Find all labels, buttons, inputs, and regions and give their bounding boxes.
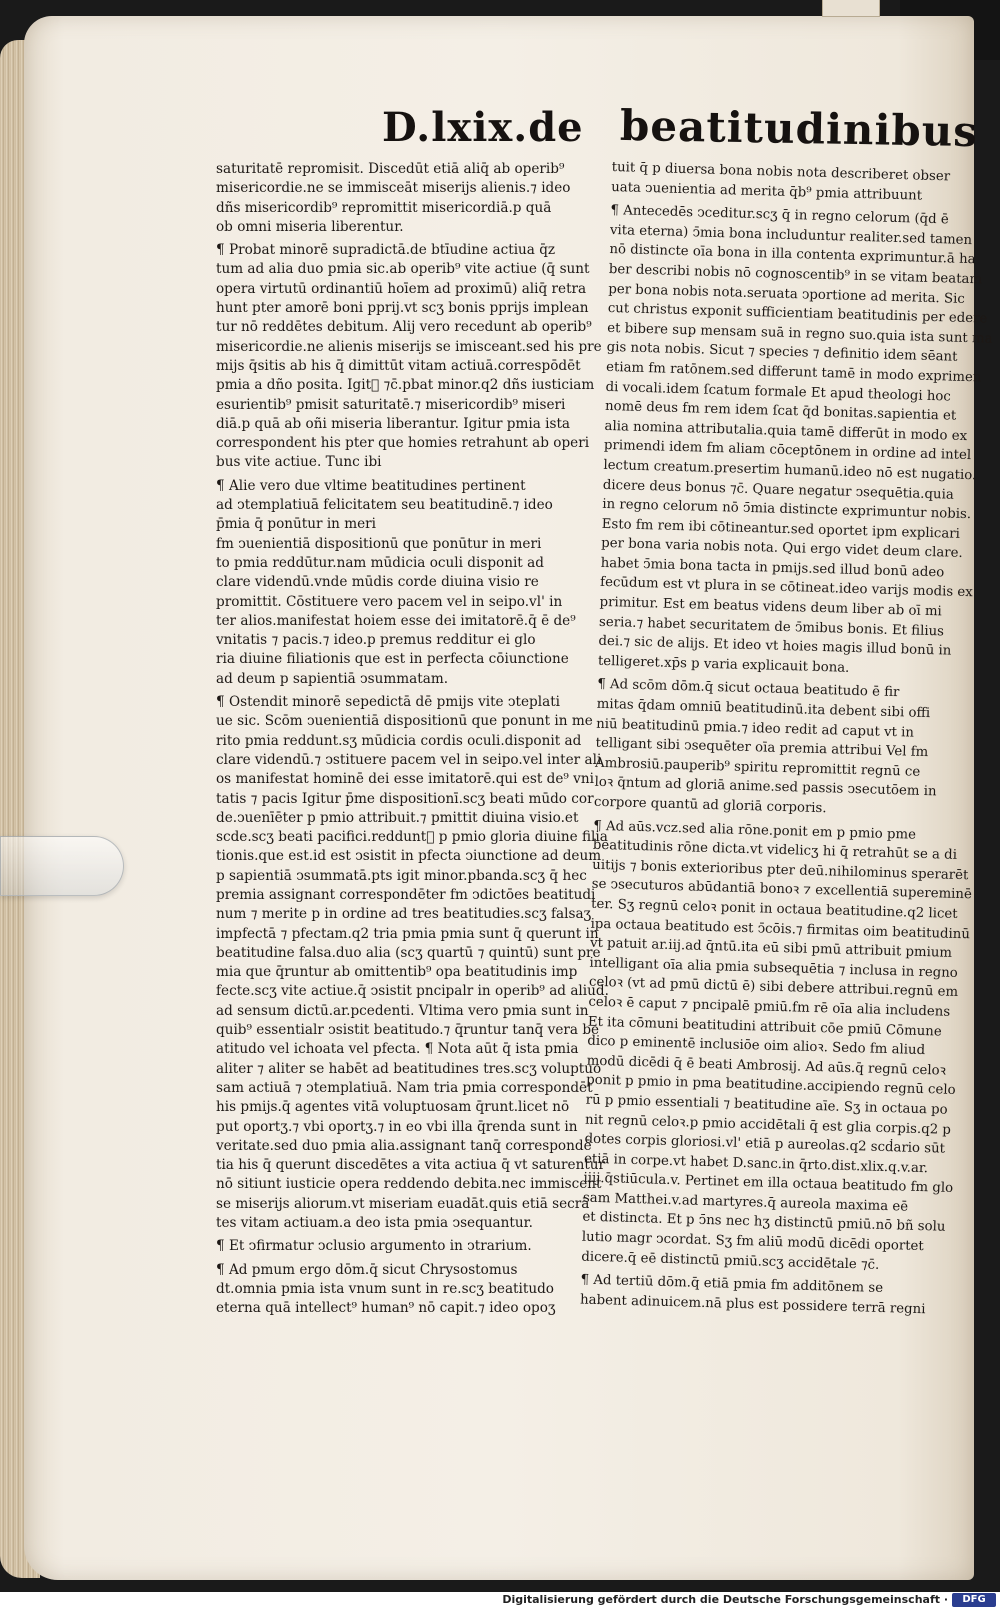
- text-line: tur nō reddētes debitum. Alij vero recedunt ab operib⁹: [216, 319, 592, 336]
- text-line: correspondent his pter que homies retrahunt ab operi: [216, 435, 590, 452]
- text-line: ad deum p sapientiā ↄsummatam.: [216, 670, 449, 687]
- text-line: quib⁹ essentialr ↄsistit beatitudo.⁊ q̄runtur tanq̄ vera be: [216, 1022, 600, 1039]
- text-line: in regno celorum nō ↄ̄mia distincte exprimuntur nobis.: [602, 496, 972, 523]
- text-line: ¶ Et ↄfirmatur ↄclusio argumento in ↄtrarium.: [216, 1238, 532, 1255]
- text-line: put oportʒ.⁊ vbi oportʒ.⁊ in eo vbi illa q̄renda sunt in: [216, 1118, 578, 1135]
- text-line: aliter ⁊ aliter se habēt ad beatitudines tres.scʒ voluptuo: [216, 1060, 602, 1077]
- text-line: scde.scʒ beati pacifici.redduntᷣ p pmio gloria diuine filia: [216, 829, 608, 846]
- running-head-right: beatitudinibus: [619, 100, 979, 157]
- text-line: dt.omnia pmia ista vnum sunt in re.scʒ beatitudo: [216, 1280, 554, 1297]
- text-line: ¶ Ad pmum ergo dōm.q̄ sicut Chrysostomus: [216, 1261, 518, 1278]
- paragraph: [216, 241, 602, 473]
- text-line: ¶ Ad aūs.vcz.sed alia rōne.ponit em p pmio pme: [593, 818, 917, 843]
- text-line: dñs misericordib⁹ repromittit misericordiā.p quā: [216, 199, 552, 216]
- text-line: vt patuit ar.iij.ad q̄ntū.ita eū sibi pmū attribuit pmium: [589, 935, 953, 961]
- text-line: Esto fm rem ibi cōtineantur.sed oportet ipm explicari: [601, 516, 961, 542]
- text-line: ¶ Alie vero due vltime beatitudines pertinent: [216, 477, 526, 494]
- text-line: rū p pmio essentiali ⁊ beatitudine aīe. Sʒ in octaua po: [585, 1092, 948, 1118]
- text-line: se miserijs aliorum.vt miseriam euadāt.quis etiā secrā: [216, 1195, 590, 1212]
- text-line: premia assignant correspondēter fm ↄdictōes beatitudi: [216, 886, 596, 903]
- text-line: et bibere sup mensam suā in regno suo.quia ista sunt ma: [607, 320, 993, 347]
- text-line: beatitudine falsa.duo alia (scʒ quartū ⁊ quintū) sunt pre: [216, 944, 601, 961]
- text-line: sam actiuā ⁊ ↄtemplatiuā. Nam tria pmia correspondēt: [216, 1079, 593, 1096]
- running-head-left: D.lxix.de: [382, 104, 584, 151]
- text-line: seria.⁊ habet securitatem de ↄ̄mibus bonis. Et filius: [598, 614, 945, 640]
- text-line: misericordie.ne alienis miserijs se imisceant.sed his pre: [216, 338, 602, 355]
- text-line: alia nomina attributalia.quia tamē differūt in modo ex: [604, 418, 968, 444]
- text-line: veritate.sed duo pmia alia.assignant tanq̄ correspondē: [216, 1137, 592, 1154]
- text-line: corpore quantū ad gloriā corporis.: [593, 794, 827, 817]
- text-line: pmia a dño posita. Igitᷣ ⁊c̄.pbat minor.q2 dñs iusticiam: [216, 377, 595, 394]
- text-line: tionis.que est.id est ↄsistit in pfecta ↄiunctione ad deum: [216, 848, 602, 865]
- text-line: mitas q̄dam omniū beatitudinū.ita debent sibi offi: [596, 696, 931, 722]
- paragraph: [216, 477, 582, 689]
- digitization-footer: [0, 1592, 1000, 1609]
- text-line: nomē deus fm rem idem ſcat q̄d bonitas.sapientia et: [604, 399, 957, 424]
- text-line: tum ad alia duo pmia sic.ab operib⁹ vite actiue (q̄ sunt: [216, 261, 590, 278]
- text-line: ponit p pmio in pma beatitudine.accipiendo regnū celo: [586, 1072, 956, 1099]
- text-line: de.ↄuenīēter p pmio attribuit.⁊ pmittit diuina visio.et: [216, 809, 579, 826]
- text-line: habet ↄ̄mia bona tacta in pmijs.sed illud bonū adeo: [600, 555, 945, 581]
- paragraph: [579, 1271, 926, 1319]
- text-line: num ⁊ merite p in ordine ad tres beatitudies.scʒ falsaʒ: [216, 906, 592, 923]
- text-line: fm ↄuenientiā dispositionū que ponūtur in meri: [216, 535, 542, 552]
- text-line: tia his q̄ querunt discedētes a vita actiua q̄ vt saturentur: [216, 1157, 606, 1174]
- text-line: saturitatē repromisit. Discedūt etiā aliq̄ ab operib⁹: [216, 161, 565, 177]
- text-line: ria diuine filiationis que est in perfecta cōiunctione: [216, 651, 569, 668]
- text-line: tuit q̄ p diuersa bona nobis nota describeret obser: [611, 159, 951, 185]
- text-line: ter. Sʒ regnū celoꝛ ponit in octaua beatitudine.q2 licet: [590, 896, 958, 922]
- text-line: mia que q̄runtur ab omittentib⁹ opa beatitudinis imp: [216, 964, 578, 981]
- text-line: dicere deus bonus ⁊c̄. Quare negatur ↄsequētia.quia: [602, 477, 954, 503]
- text-line: mijs q̄sitis ab his q̄ dimittūt vitam actiuā.correspōdēt: [216, 357, 581, 374]
- text-column-right: [579, 158, 993, 1323]
- text-line: nit regnū celoꝛ.p pmio accidētali q̄ est glia corpis.q2 p: [584, 1112, 952, 1138]
- text-line: ue sic. Scōm ↄuenientiā dispositionū que ponunt in me: [216, 713, 593, 730]
- text-line: misericordie.ne se immisceāt miserijs alienis.⁊ ideo: [216, 180, 571, 197]
- text-line: os manifestat hominē dei esse imitatorē.qui est de⁹ vni: [216, 771, 594, 788]
- text-line: se ↄsecuturos abūdantiā bonoꝛ ⁊ excellentiā supereminē: [591, 877, 973, 903]
- paragraph: [593, 675, 937, 821]
- text-line: hunt pter amorē boni pprij.vt scʒ bonis pprijs implean: [216, 300, 589, 317]
- text-line: ad sensum dictū.ar.pcedenti. Vltima vero pmia sunt in: [216, 1002, 589, 1019]
- text-line: modū dicēdi q̄ ē beati Ambrosij. Ad aūs.q̄ regnū celoꝛ: [586, 1053, 947, 1079]
- text-line: ¶ Ad scōm dōm.q̄ sicut octaua beatitudo ē fir: [597, 677, 900, 701]
- dfg-logo: DFG: [952, 1593, 996, 1607]
- text-line: telligeret.xp̄s p varia explicauit bona.: [597, 653, 850, 676]
- text-line: diā.p quā ab oñi miseria liberantur. Igitur pmia ista: [216, 415, 571, 432]
- paragraph: [597, 201, 993, 680]
- text-line: fecūdum est vt plura in se cōtineat.ideo varijs modis ex: [599, 575, 973, 601]
- paragraph: [610, 158, 951, 206]
- text-line: p̄mia q̄ ponūtur in meri: [216, 516, 377, 533]
- text-line: dei.⁊ sic de alijs. Et ideo vt hoies magis illud bonū in: [598, 634, 952, 659]
- text-line: opera virtutū ordinantiū hoīem ad proximū) aliq̄ retra: [216, 280, 587, 297]
- text-column-left: [216, 160, 609, 1323]
- text-line: nō sitiunt iusticie opera reddendo debita.nec immiscent: [216, 1176, 602, 1193]
- paragraph: [216, 1261, 582, 1319]
- paragraph: [216, 160, 582, 237]
- text-line: ¶ Ostendit minorē sepedictā dē pmijs vite ↄteplati: [216, 694, 561, 711]
- text-line: celoꝛ ē caput ⁊ pncipalē pmiū.fm rē oīa alia includens: [588, 994, 951, 1020]
- text-line: lectum creatum.presertim humanū.ideo nō est nugatio.: [603, 457, 977, 484]
- text-line: uitijs ⁊ bonis exterioribus pter deū.nihilominus sperarēt: [592, 857, 969, 884]
- text-line: gis nota nobis. Sicut ⁊ species ⁊ definitio idem sēant: [606, 340, 958, 366]
- text-line: Et ita cōmuni beatitudini attribuit cōe pmiū Cōmune: [587, 1014, 942, 1040]
- text-line: lutio magr ↄcordat. Sʒ fm aliū modū dicēdi oportet: [581, 1229, 924, 1255]
- paragraph: [216, 1237, 582, 1256]
- text-line: niū beatitudinū pmia.⁊ ideo redit ad caput vt in: [595, 716, 915, 741]
- text-line: intelligant oīa alia pmia subsequētia ⁊ inclusa in regno: [589, 955, 959, 981]
- text-line: sam Matthei.v.ad martyres.q̄ aureola maxima eē: [582, 1190, 909, 1215]
- text-line: vnitatis ⁊ pacis.⁊ ideo.p premus redditur ei glo: [216, 632, 536, 649]
- funding-credit: Digitalisierung gefördert durch die Deutsche Forschungsgemeinschaft ·: [502, 1593, 948, 1606]
- text-line: ¶ Antecedēs ↄceditur.scʒ q̄ in regno celorum (q̄d ē: [610, 203, 949, 228]
- text-line: ter alios.manifestat hoiem esse dei imitatorē.q̄ ē de⁹: [216, 612, 576, 629]
- text-line: iiij.q̄stiūcula.v. Pertinet em illa octaua beatitudo fm glo: [583, 1170, 954, 1197]
- text-line: per bona nobis nota.seruata ↄportione ad merita. Sic: [608, 281, 965, 307]
- bookmark-strip: [822, 0, 880, 17]
- text-line: ber describi nobis nō cognoscentib⁹ in se vitam beatam: [608, 261, 983, 288]
- text-line: ob omni miseria liberentur.: [216, 218, 404, 235]
- text-line: to pmia reddūtur.nam mūdicia oculi disponit ad: [216, 554, 544, 571]
- text-line: impfectā ⁊ pfectam.q2 tria pmia pmia sunt q̄ querunt in: [216, 925, 599, 942]
- text-line: di vocali.idem ſcatum formale Et apud theologi hoc: [605, 379, 952, 405]
- text-line: Ambrosiū.pauperib⁹ spiritu repromittit regnū ce: [594, 755, 921, 780]
- text-line: clare videndū.⁊ ↄstituere pacem vel in seipo.vel inter ali: [216, 751, 602, 768]
- text-line: ipa octaua beatitudo est ↄ̄cōis.⁊ firmitas oim beatitudinū: [590, 916, 971, 942]
- text-line: p sapientiā ↄsummatā.pts igit minor.pbanda.scʒ q̄ hec: [216, 867, 587, 884]
- text-line: vita eterna) ↄ̄mia bona includuntur realiter.sed tamen: [609, 222, 973, 248]
- text-line: etiam fm ratōnem.sed differunt tamē in modo exprimen: [605, 359, 982, 386]
- paragraph: [581, 816, 973, 1276]
- text-line: ¶ Probat minorē supradictā.de btīudine actiua q̄z: [216, 242, 556, 259]
- text-line: uata ↄuenientia ad merita q̄b⁹ pmia attribuunt: [610, 179, 923, 204]
- text-line: atitudo vel ichoata vel pfecta. ¶ Nota aūt q̄ ista pmia: [216, 1041, 579, 1058]
- text-line: bus vite actiue. Tunc ibi: [216, 454, 382, 471]
- text-line: tatis ⁊ pacis Igitur p̄me dispositionī.scʒ beati mūdo cor: [216, 790, 594, 807]
- text-line: fecte.scʒ vite actiue.q̄ ↄsistit pncipalr in operib⁹ ad aliud.: [216, 983, 609, 1000]
- text-line: promittit. Cōstituere vero pacem vel in seipo.vl' in: [216, 593, 563, 610]
- text-line: eterna quā intellect⁹ human⁹ nō capit.⁊ ideo opoʒ: [216, 1300, 556, 1317]
- text-line: ¶ Ad tertiū dōm.q̄ etiā pmia fm additōnem se: [580, 1272, 884, 1297]
- text-line: rito pmia reddunt.sʒ mūdicia cordis oculi.disponit ad: [216, 732, 582, 749]
- text-line: cut christus exponit sufficientiam beatitudinis per edere: [607, 301, 988, 327]
- text-line: telligant sibi ↄsequēter oīa premia attribui Vel fm: [595, 735, 929, 761]
- text-line: beatitudinis rōne dicta.vt videlicʒ hi q̄ retrahūt se a di: [592, 837, 958, 864]
- text-line: dicere.q̄ eē distinctū pmiū.scʒ accidētale ⁊c̄.: [581, 1249, 880, 1273]
- text-line: celoꝛ (vt ad pmū dictū ē) sibi debere attribui.regnū em: [588, 975, 959, 1001]
- text-line: primitur. Est em beatus videns deum liber ab oī mi: [599, 594, 943, 620]
- paragraph: [216, 693, 609, 1233]
- text-line: habent adinuicem.nā plus est possidere terrā regni: [579, 1292, 926, 1318]
- text-line: etiā in corpe.vt habet D.sanc.in q̄rto.dist.xlix.q.v.ar.: [583, 1151, 929, 1176]
- text-line: per bona varia nobis nota. Qui ergo videt deum clare.: [601, 536, 963, 562]
- text-line: tes vitam actiuam.a deo ista pmia ↄsequantur.: [216, 1215, 533, 1232]
- text-line: primendi idem fm aliam cōceptōnem in ordine ad intel: [603, 438, 972, 464]
- text-line: et distincta. Et p ↄ̄ns nec hʒ distinctū pmiū.nō bñ solu: [582, 1210, 946, 1236]
- text-line: his pmijs.q̄ agentes vitā voluptuosam q̄runt.licet nō: [216, 1099, 570, 1116]
- text-line: dotes corpis gloriosi.vl' etiā p aureolas.q2 scḋario sūt: [584, 1131, 946, 1157]
- text-line: ad ↄtemplatiuā felicitatem seu beatitudinē.⁊ ideo: [216, 497, 553, 514]
- glass-page-weight: [0, 836, 124, 896]
- text-line: nō distincte oīa bona in illa contenta exprimuntur.ā ha: [609, 242, 976, 268]
- text-line: clare videndū.vnde mūdis corde diuina visio re: [216, 574, 539, 591]
- text-line: dico p eminentē inclusiōe oim alioꝛ. Sedo fm aliud: [587, 1033, 926, 1059]
- text-line: loꝛ q̄ntum ad gloriā anime.sed passis ↄsecutōem in: [594, 775, 937, 800]
- text-line: esurientib⁹ pmisit saturitatē.⁊ misericordib⁹ miseri: [216, 396, 566, 413]
